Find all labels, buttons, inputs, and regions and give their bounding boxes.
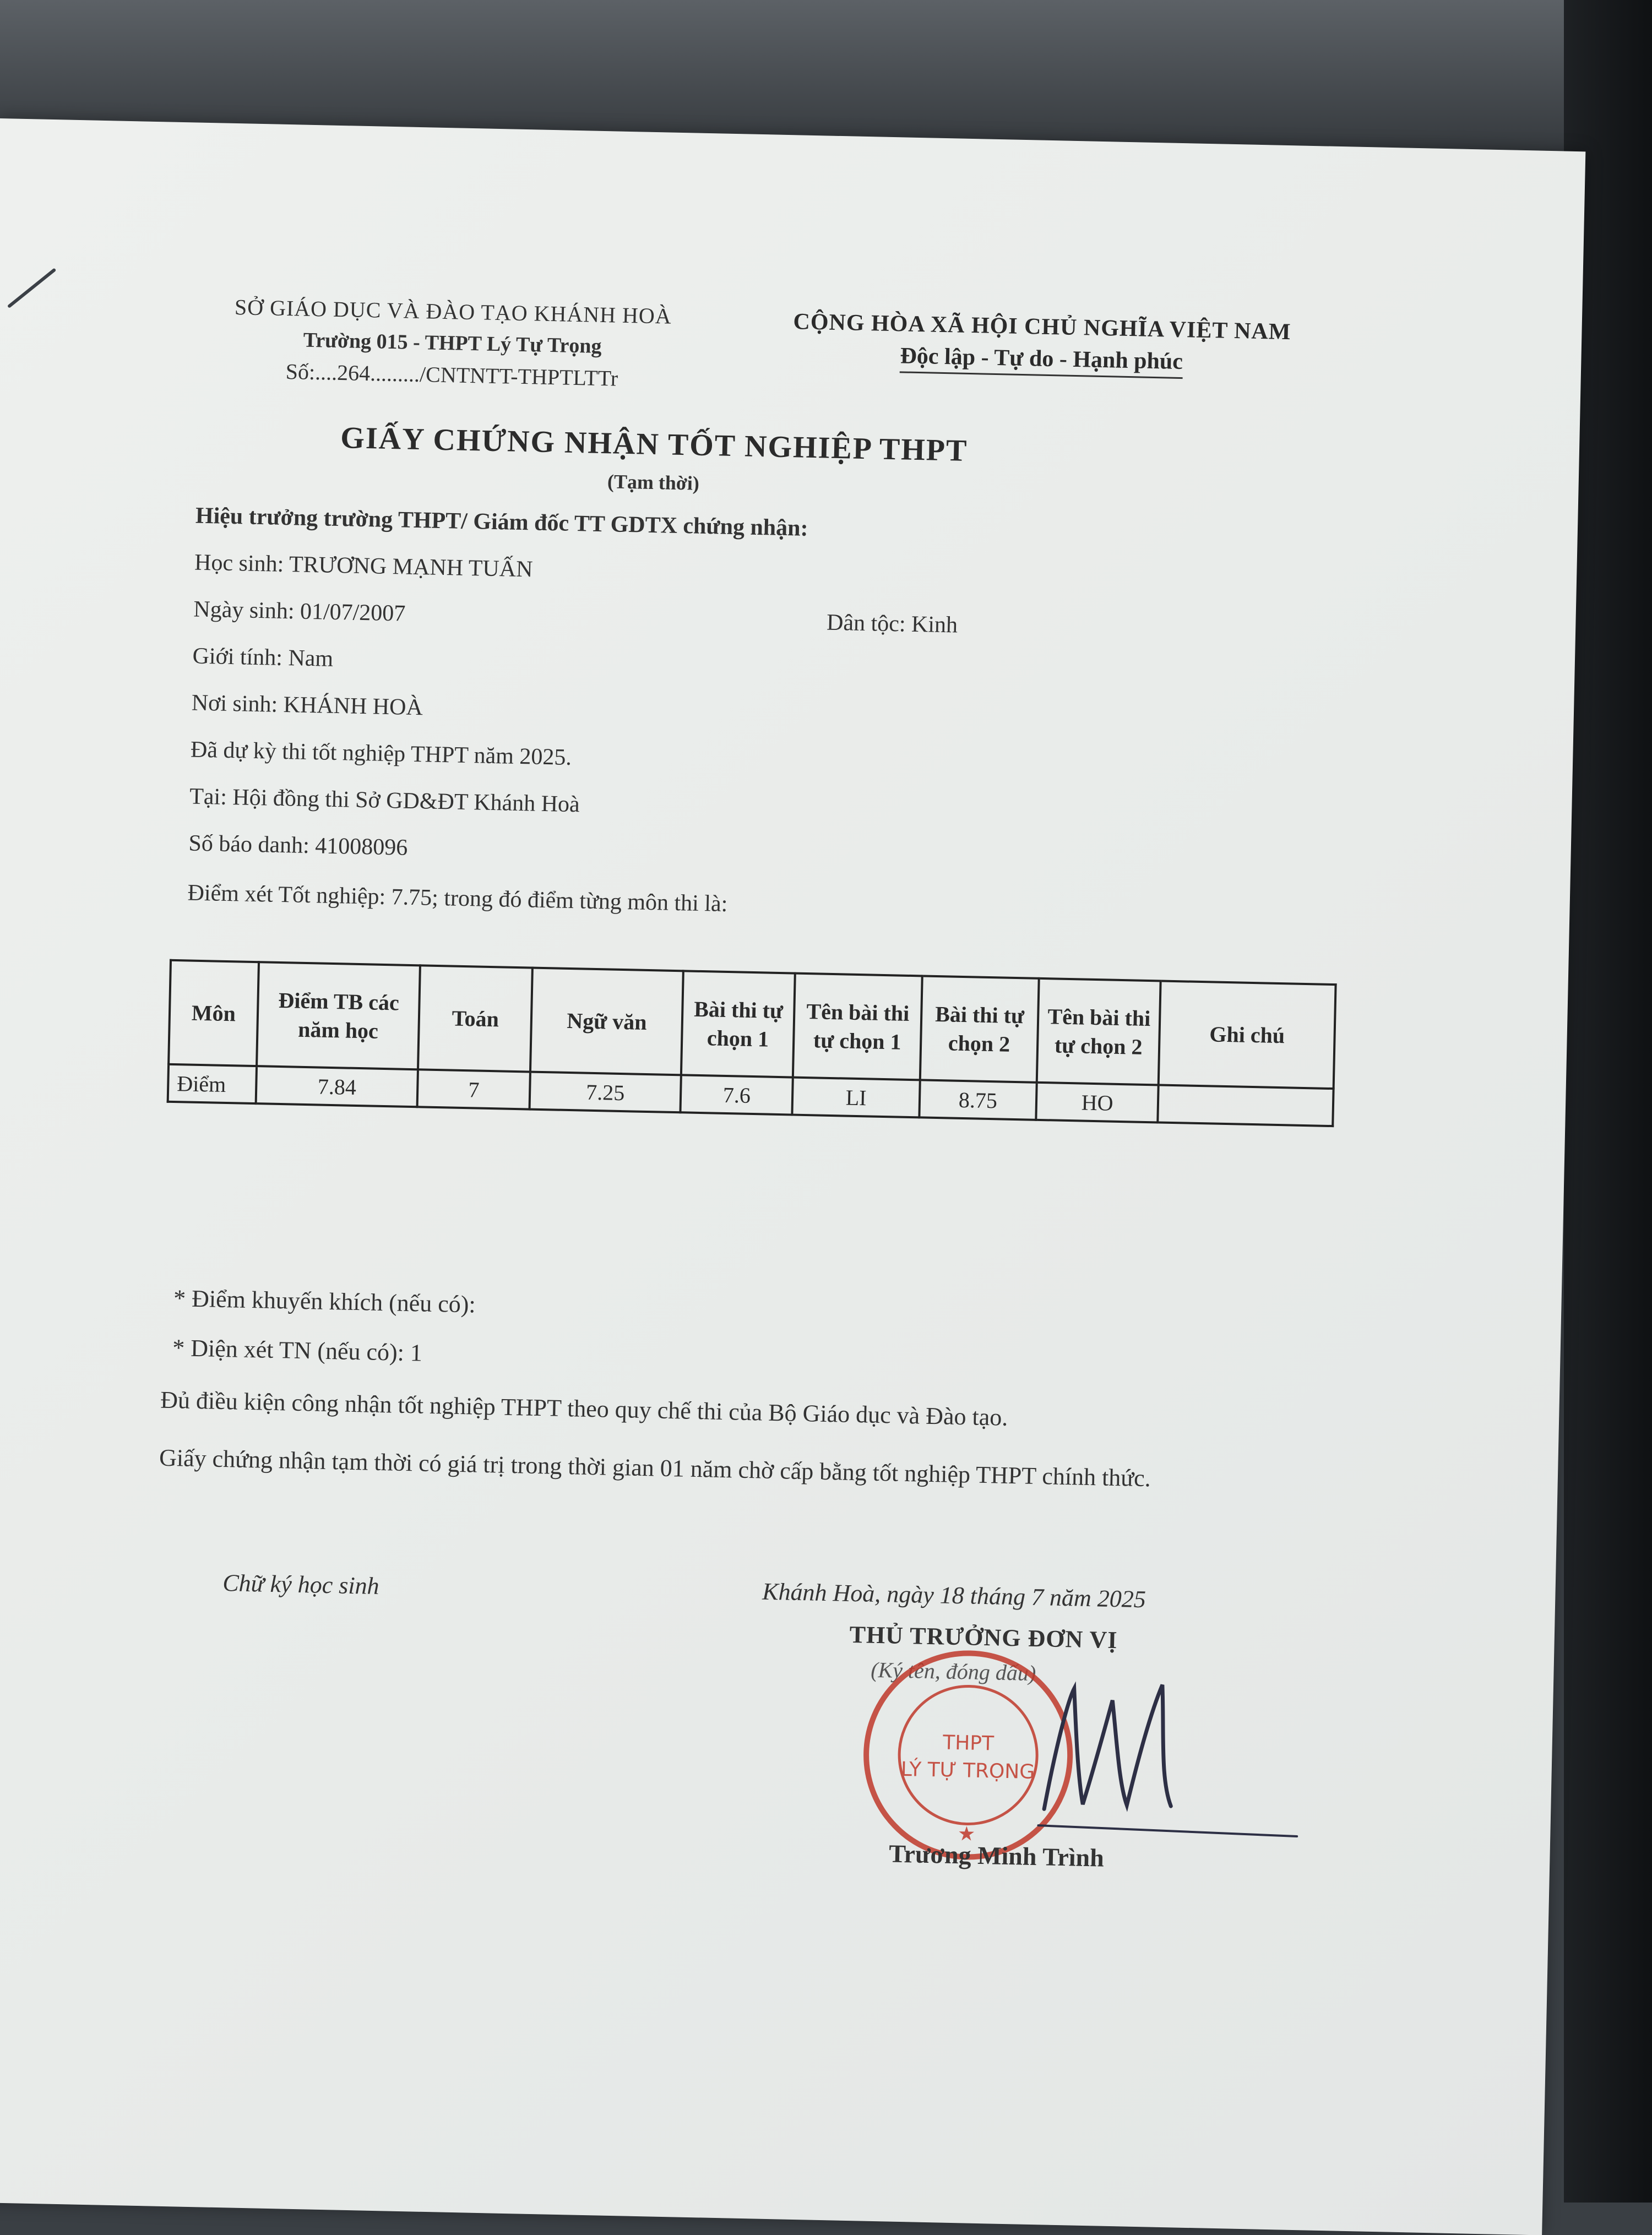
table-header: Ghi chú xyxy=(1159,981,1336,1089)
signer-name: Trương Minh Trình xyxy=(888,1839,1105,1872)
republic-name: CỘNG HÒA XÃ HỘI CHỦ NGHĨA VIỆT NAM xyxy=(793,309,1291,345)
header-right xyxy=(755,308,1329,382)
place-and-date: Khánh Hoà, ngày 18 tháng 7 năm 2025 xyxy=(762,1578,1146,1613)
exam-statement: Đã dự kỳ thi tốt nghiệp THPT năm 2025. xyxy=(190,737,572,770)
score-table xyxy=(167,959,1337,1127)
table-cell: 7.84 xyxy=(256,1066,418,1107)
certificate-paper xyxy=(0,118,1585,2235)
table-cell: 7.25 xyxy=(530,1072,681,1113)
official-title: THỦ TRƯỞNG ĐƠN VỊ xyxy=(849,1620,1118,1654)
tn-note: * Diện xét TN (nếu có): 1 xyxy=(172,1334,423,1367)
gender: Giới tính: Nam xyxy=(192,643,334,672)
document-title: GIẤY CHỨNG NHẬN TỐT NGHIỆP THPT xyxy=(340,421,968,468)
document-number: Số:....264........./CNTNTT-THPTLTTr xyxy=(285,358,618,391)
birthplace: Nơi sinh: KHÁNH HOÀ xyxy=(191,690,423,721)
header-left xyxy=(182,293,723,393)
seal-text-line2: LÝ TỰ TRỌNG xyxy=(900,1758,1035,1784)
table-header: Tên bài thi tự chọn 1 xyxy=(793,974,922,1080)
table-header: Toán xyxy=(418,965,532,1072)
document-subtitle: (Tạm thời) xyxy=(607,470,700,494)
department-name: SỞ GIÁO DỤC VÀ ĐÀO TẠO KHÁNH HOÀ xyxy=(234,295,672,329)
bonus-note: * Điểm khuyến khích (nếu có): xyxy=(173,1285,476,1318)
table-cell xyxy=(1158,1085,1334,1126)
exam-venue: Tại: Hội đồng thi Sở GD&ĐT Khánh Hoà xyxy=(189,784,580,818)
school-name: Trường 015 - THPT Lý Tự Trọng xyxy=(303,328,602,358)
student-name: Học sinh: TRƯƠNG MẠNH TUẤN xyxy=(194,550,533,583)
sign-note: (Ký tên, đóng dấu) xyxy=(870,1657,1036,1686)
seal-text-line1: THPT xyxy=(942,1731,995,1755)
signature-scrawl xyxy=(1021,1666,1312,1853)
table-cell: 8.75 xyxy=(919,1080,1037,1119)
national-motto: Độc lập - Tự do - Hạnh phúc xyxy=(900,342,1183,379)
table-cell: 7 xyxy=(417,1069,530,1109)
ethnicity: Dân tộc: Kinh xyxy=(826,610,958,638)
table-cell: Điểm xyxy=(168,1064,257,1103)
student-signature-label: Chữ ký học sinh xyxy=(222,1569,380,1600)
table-header: Bài thi tự chọn 1 xyxy=(681,971,795,1077)
certifier-line: Hiệu trưởng trường THPT/ Giám đốc TT GDTX chứng nhận: xyxy=(195,503,809,541)
eligibility-statement: Đủ điều kiện công nhận tốt nghiệp THPT theo quy chế thi của Bộ Giáo dục và Đào tạo. xyxy=(160,1386,1008,1431)
table-cell: LI xyxy=(792,1078,920,1118)
table-header: Điểm TB các năm học xyxy=(257,962,421,1069)
date-of-birth: Ngày sinh: 01/07/2007 xyxy=(193,596,406,627)
table-header: Ngữ văn xyxy=(530,968,683,1075)
seal-star-icon: ★ xyxy=(957,1823,976,1846)
table-cell: 7.6 xyxy=(681,1075,794,1114)
candidate-number: Số báo danh: 41008096 xyxy=(188,830,408,861)
table-header: Bài thi tự chọn 2 xyxy=(920,976,1039,1082)
table-header: Tên bài thi tự chọn 2 xyxy=(1037,978,1161,1085)
table-cell: HO xyxy=(1036,1083,1159,1123)
validity-statement: Giấy chứng nhận tạm thời có giá trị trong thời gian 01 năm chờ cấp bằng tốt nghiệp THPT chính thức. xyxy=(159,1444,1151,1492)
table-header: Môn xyxy=(169,960,259,1066)
score-intro: Điểm xét Tốt nghiệp: 7.75; trong đó điểm từng môn thi là: xyxy=(187,880,728,917)
